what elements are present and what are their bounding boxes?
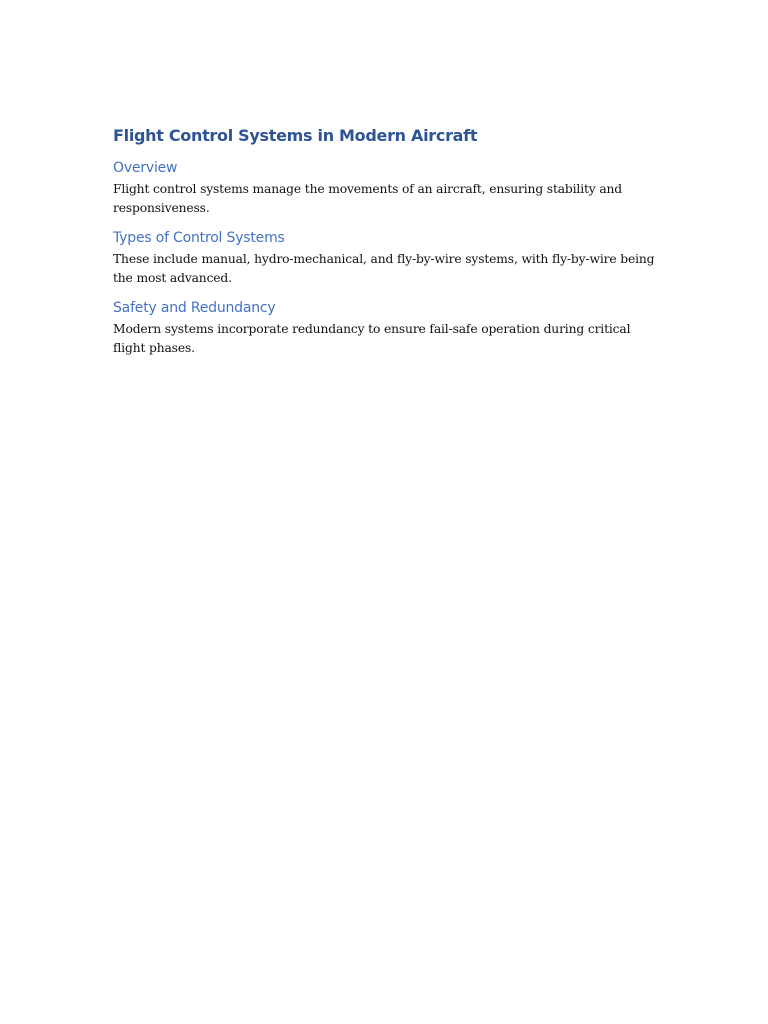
section-heading: Types of Control Systems: [113, 230, 285, 246]
section-paragraph: Modern systems incorporate redundancy to ensure fail-safe operation during critical flight phases.: [113, 322, 631, 355]
document-content: [113, 124, 658, 358]
section-heading: Safety and Redundancy: [113, 300, 276, 316]
section-heading: Overview: [113, 160, 178, 176]
document-title: Flight Control Systems in Modern Aircraft: [113, 126, 478, 145]
section-overview: [113, 158, 658, 218]
section-paragraph: These include manual, hydro-mechanical, and fly-by-wire systems, with fly-by-wire being the most advanced.: [113, 252, 655, 285]
section-safety-and-redundancy: [113, 298, 658, 358]
section-types-of-control-systems: [113, 228, 658, 288]
section-paragraph: Flight control systems manage the movements of an aircraft, ensuring stability and responsiveness.: [113, 182, 623, 215]
